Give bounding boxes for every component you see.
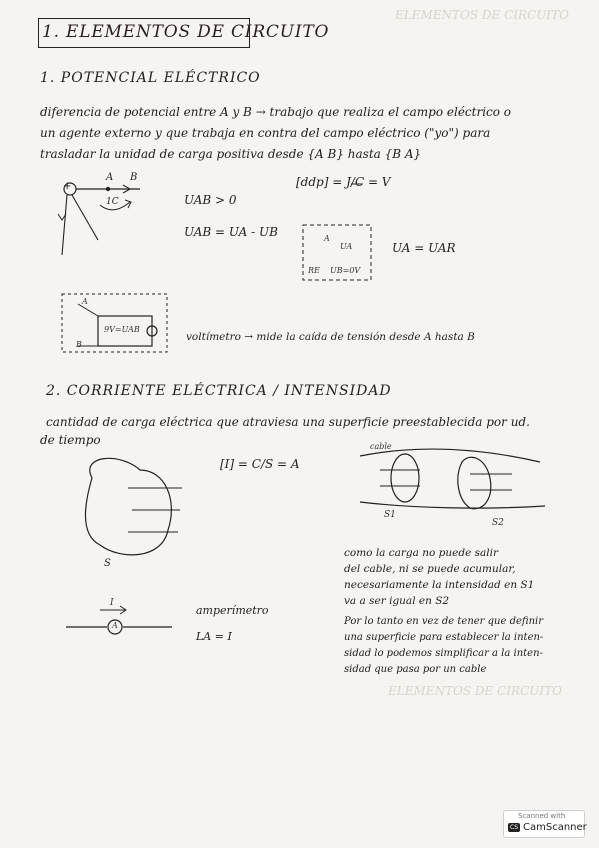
badge-caption: Scanned with [518, 812, 566, 820]
note-2-line-3: sidad lo podemos simplificar a la inten- [344, 648, 543, 659]
show-through-text: ELEMENTOS DE CIRCUITO [395, 8, 569, 22]
camscanner-badge [503, 810, 585, 838]
field-line-down [62, 195, 67, 255]
box-label-ref: RE [308, 266, 320, 275]
note-1-line-3: necesariamente la intensidad en S1 [344, 579, 535, 591]
section-1-line-1: diferencia de potencial entre A y B → trabajo que realiza el campo eléctrico o [40, 105, 512, 119]
uab-difference: UAB = UA - UB [184, 225, 278, 239]
ddp-units: [ddp] = J/C = V [296, 175, 391, 189]
cable-top [360, 449, 540, 462]
label-a: A [106, 172, 114, 183]
field-line-diagonal [72, 195, 98, 240]
surface-label: S [104, 558, 111, 569]
voltmeter-description: voltímetro → mide la caída de tensión desde A hasta B [186, 331, 475, 343]
point-a-dot [106, 187, 110, 191]
page-title: 1. ELEMENTOS DE CIRCUITO [42, 22, 330, 42]
section-1-line-2: un agente externo y que trabaja en contra del campo eléctrico ("yo") para [40, 126, 491, 140]
section-2-line-1: cantidad de carga eléctrica que atraviesa una superficie preestablecida por ud. [46, 415, 530, 429]
ammeter-equation: LA = I [196, 630, 232, 643]
ammeter-current-label: I [110, 598, 114, 608]
charge-plus-sign: + [63, 181, 72, 192]
label-b: B [130, 172, 138, 183]
badge-brand: CamScanner [523, 822, 587, 833]
note-1-line-2: del cable, ni se puede acumular, [344, 563, 516, 575]
s1-label: S1 [384, 510, 396, 520]
uab-positive: UAB > 0 [184, 193, 237, 207]
surface-s1 [391, 454, 419, 502]
current-units: [I] = C/S = A [220, 457, 300, 471]
section-2-line-2: de tiempo [40, 433, 101, 447]
ammeter-symbol-label: A [112, 621, 118, 630]
voltmeter-reading: 9V=UAB [104, 325, 140, 334]
box-label-a: A [324, 234, 330, 243]
ammeter-label: amperímetro [196, 604, 269, 617]
s2-label: S2 [492, 518, 504, 528]
surface-outline [85, 458, 171, 555]
label-1c: 1C [106, 197, 119, 207]
section-1-line-3: trasladar la unidad de carga positiva desde {A B} hasta {B A} [40, 147, 422, 161]
note-1-line-4: va a ser igual en S2 [344, 595, 450, 607]
box-label-ub: UB=0V [330, 266, 361, 275]
surface-s2 [458, 457, 491, 509]
note-2-line-2: una superficie para establecer la inten- [344, 632, 544, 643]
voltmeter-label-b: B [76, 340, 82, 349]
note-2-line-4: sidad que pasa por un cable [344, 664, 487, 675]
ua-reference-eq: UA = UAR [392, 241, 456, 255]
note-1-line-1: como la carga no puede salir [344, 547, 499, 559]
section-2-heading: 2. CORRIENTE ELÉCTRICA / INTENSIDAD [46, 383, 392, 399]
cable-label: cable [370, 442, 392, 451]
show-through-text-2: ELEMENTOS DE CIRCUITO [388, 684, 562, 698]
cable-bottom [360, 502, 545, 508]
wire-a [78, 304, 98, 316]
voltmeter-label-a: A [82, 297, 88, 306]
box-label-ua: UA [340, 242, 353, 251]
note-2-line-1: Por lo tanto en vez de tener que definir [344, 616, 543, 627]
camscanner-logo-icon: CS [510, 824, 518, 831]
section-1-heading: 1. POTENCIAL ELÉCTRICO [40, 70, 261, 86]
